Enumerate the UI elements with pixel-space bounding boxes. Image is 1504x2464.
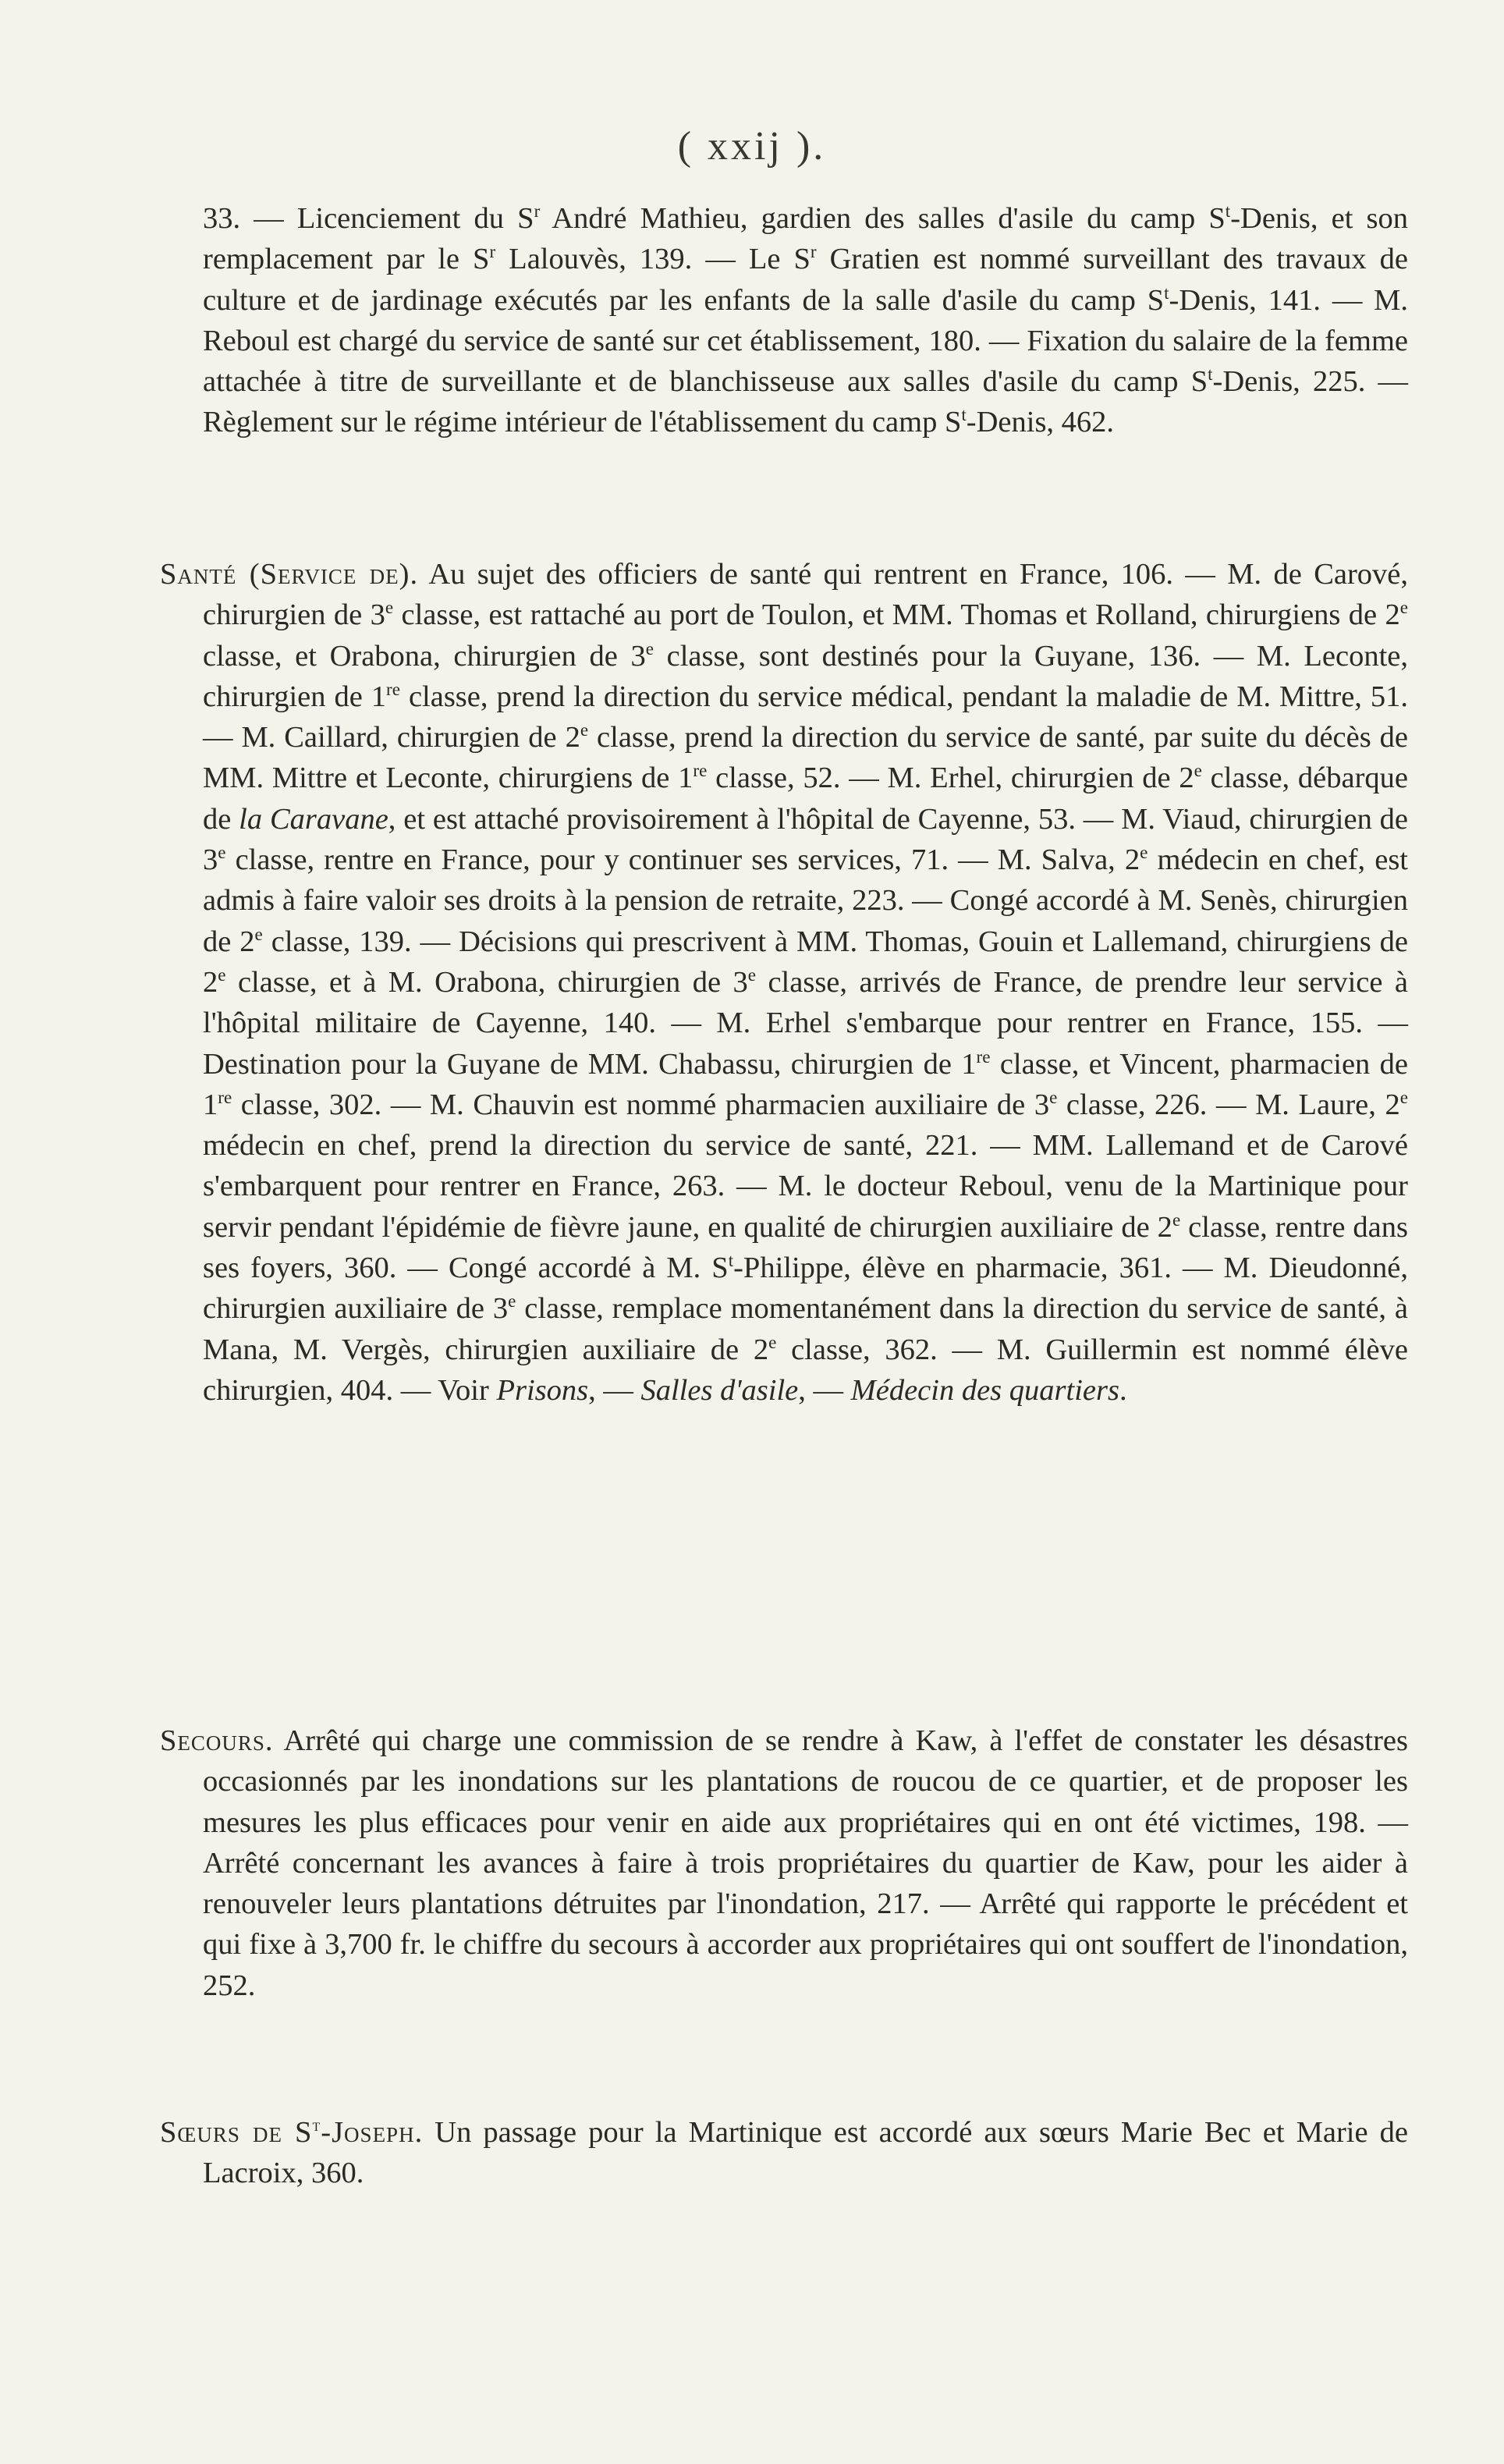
entry-text: 33. — Licenciement du $S^r$ André Mathieu, gardien des salles d'asile du camp $S^t$-Denis, et son remplacement par le $S^r$ Lalouvès, 139. — Le $S^r$ Gratien est nommé surveillant des travaux de culture et de jardinage exécutés par les enfants de la salle d'asile du camp $S^t$-Denis, 141. — M. Reboul est chargé du service de santé sur cet établissement, 180. — Fixation du salaire de la femme attachée à titre de surveillante et de blanchisseuse aux salles d'asile du camp $S^t$-Denis, 225. — Règlement sur le régime intérieur de l'établissement du camp $S^t$-Denis, 462. [203,201,1409,439]
entry-heading: Secours. [160,1724,274,1757]
entry-text: Arrêté qui charge une commission de se rendre à Kaw, à l'effet de constater les désastres occasionnés par les inondations sur les plantations de roucou de ce quartier, et de proposer les mesures les plus efficaces pour venir en aide aux propriétaires qui en ont été victimes, 198. — Arrêté concernant les avances à faire à trois propriétaires du quartier de Kaw, pour les aider à renouveler leurs plantations détruites par l'inondation, 217. — Arrêté qui rapporte le précédent et qui fixe à 3,700 fr. le chiffre du secours à accorder aux propriétaires qui ont souffert de l'inondation, 252. [203,1724,1408,2002]
entry-salles-asile-continued [160,198,1408,443]
entry-heading: Santé (Service de). [160,558,419,591]
entry-heading: Sœurs de $S^t$-Joseph. [160,2114,424,2149]
entry-soeurs [160,2112,1408,2194]
entry-text: Un passage pour la Martinique est accordé aux sœurs Marie Bec et Marie de Lacroix, 360. [203,2116,1408,2190]
entry-sante [160,554,1408,1411]
entry-text: Au sujet des officiers de santé qui rentrent en France, 106. — M. de Carové, chirurgien de 3e classe, est rattaché au port de Toulon, et MM. Thomas et Rolland, chirurgiens de 2e classe, et Orabona, chirurgien de 3e classe, sont destinés pour la Guyane, 136. — M. Leconte, chirurgien de 1re classe, prend la direction du service médical, pendant la maladie de M. Mittre, 51. — M. Caillard, chirurgien de 2e classe, prend la direction du service de santé, par suite du décès de MM. Mittre et Leconte, chirurgiens de 1re classe, 52. — M. Erhel, chirurgien de 2e classe, débarque de la Caravane, et est attaché provisoirement à l'hôpital de Cayenne, 53. — M. Viaud, chirurgien de 3e classe, rentre en France, pour y continuer ses services, 71. — M. Salva, 2e médecin en chef, est admis à faire valoir ses droits à la pension de retraite, 223. — Congé accordé à M. Senès, chirurgien de 2e classe, 139. — Décisions qui prescrivent à MM. Thomas, Gouin et Lallemand, chirurgiens de 2e classe, et à M. Orabona, chirurgien de 3e classe, arrivés de France, de prendre leur service à l'hôpital militaire de Cayenne, 140. — M. Erhel s'embarque pour rentrer en France, 155. — Destination pour la Guyane de MM. Chabassu, chirurgien de 1re classe, et Vincent, pharmacien de 1re classe, 302. — M. Chauvin est nommé pharmacien auxiliaire de 3e classe, 226. — M. Laure, 2e médecin en chef, prend la direction du service de santé, 221. — MM. Lallemand et de Carové s'embarquent pour rentrer en France, 263. — M. le docteur Reboul, venu de la Martinique pour servir pendant l'épidémie de fièvre jaune, en qualité de chirurgien auxiliaire de 2e classe, rentre dans ses foyers, 360. — Congé accordé à M. $S^t$-Philippe, élève en pharmacie, 361. — M. Dieudonné, chirurgien auxiliaire de 3e classe, remplace momentanément dans la direction du service de santé, à Mana, M. Vergès, chirurgien auxiliaire de 2e classe, 362. — M. Guillermin est nommé élève chirurgien, 404. — Voir Prisons, — Salles d'asile, — Médecin des quartiers. [203,558,1409,1407]
page-number: ( xxij ). [677,124,827,169]
entry-secours [160,1720,1408,2006]
